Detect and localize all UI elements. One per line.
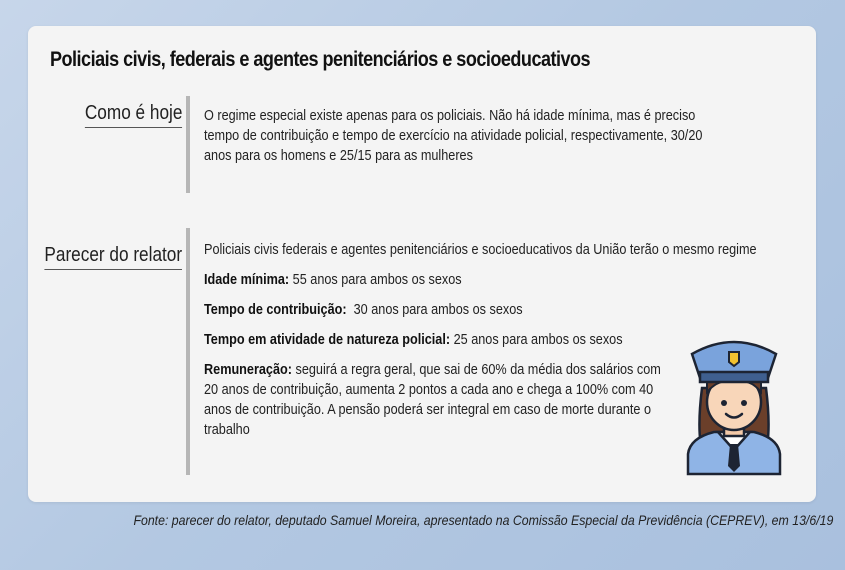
remuneracao-label: Remuneração:	[204, 362, 292, 378]
tempo-contribuicao-label: Tempo de contribuição:	[204, 302, 347, 318]
remuneracao-value: seguirá a regra geral, que sai de 60% da média dos salários com 20 anos de contribuição, aumenta 2 pontos a cada ano e chega a 100% com 40 anos de contribuição. A pensão poderá ser integral em caso de morte durante o trabalho	[204, 362, 661, 438]
page-title: Policiais civis, federais e agentes penitenciários e socioeducativos	[50, 48, 591, 71]
info-card	[28, 26, 816, 502]
source-note: Fonte: parecer do relator, deputado Samuel Moreira, apresentado na Comissão Especial da Previdência (CEPREV), em 13/6/19	[133, 512, 833, 528]
remuneracao-item	[204, 360, 670, 440]
parecer-label: Parecer do relator	[44, 244, 182, 270]
tempo-contribuicao-item	[204, 300, 767, 320]
idade-minima-value: 55 anos para ambos os sexos	[289, 272, 462, 288]
tempo-contribuicao-value: 30 anos para ambos os sexos	[346, 302, 523, 318]
divider-parecer	[186, 228, 190, 475]
tempo-atividade-value: 25 anos para ambos os sexos	[450, 332, 623, 348]
parecer-intro: Policiais civis federais e agentes penitenciários e socioeducativos da União terão o mesmo regime	[204, 242, 757, 258]
como-e-hoje-text: O regime especial existe apenas para os policiais. Não há idade mínima, mas é preciso tempo de contribuição e tempo de exercício na atividade policial, respectivamente, 30/20 anos para os homens e 25/15 para as mulheres	[204, 108, 703, 164]
como-e-hoje-label: Como é hoje	[84, 102, 182, 128]
divider-hoje	[186, 96, 190, 193]
idade-minima-label: Idade mínima:	[204, 272, 290, 288]
tempo-atividade-label: Tempo em atividade de natureza policial:	[204, 332, 451, 348]
police-officer-icon	[674, 326, 794, 476]
idade-minima-item	[204, 270, 767, 290]
